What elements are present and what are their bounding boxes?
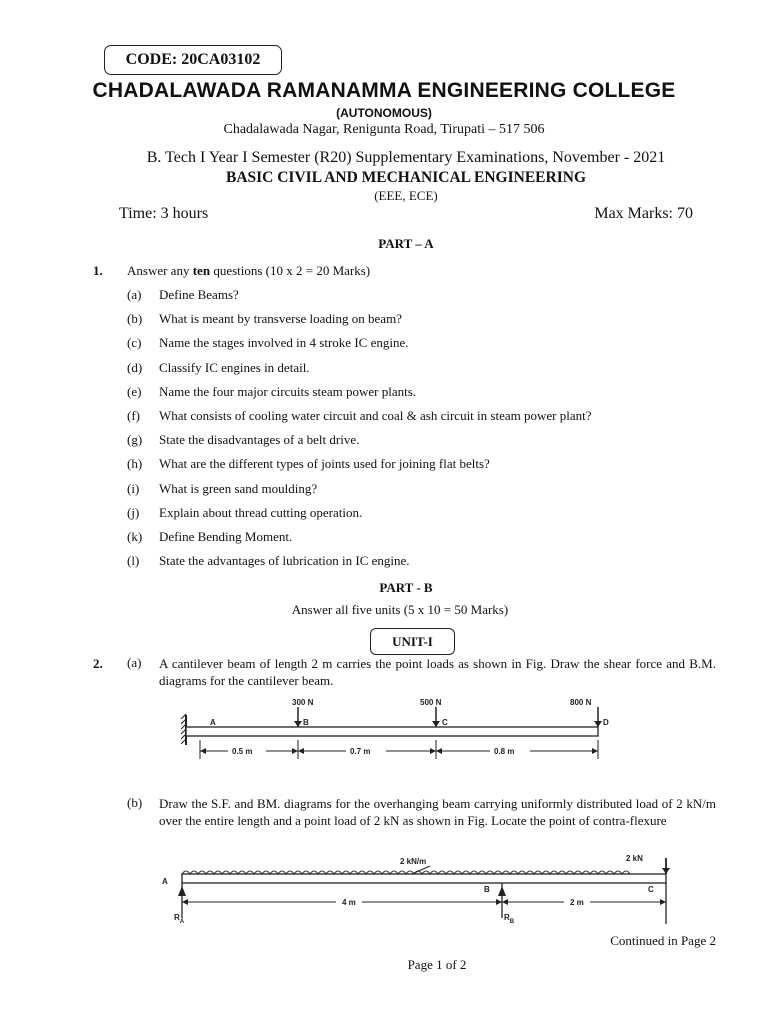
question-label: (c) <box>127 335 142 350</box>
max-marks: Max Marks: 70 <box>594 205 693 222</box>
question-label: (h) <box>127 456 143 471</box>
question-label: (d) <box>127 360 143 375</box>
unit-label: UNIT-I <box>370 628 455 655</box>
overhanging-beam-figure <box>160 852 680 928</box>
span-label-0.5m: 0.5 m <box>232 747 253 756</box>
question-text: Name the stages involved in 4 stroke IC engine. <box>159 335 409 350</box>
college-name: CHADALAWADA RAMANAMMA ENGINEERING COLLEGE <box>92 79 676 102</box>
part-a-title: PART – A <box>378 236 434 251</box>
question-label: (i) <box>127 481 140 496</box>
branches: (EEE, ECE) <box>374 188 438 203</box>
cantilever-beam-figure <box>180 693 620 765</box>
autonomous-label: (AUTONOMOUS) <box>336 106 432 120</box>
point-b-label: B <box>484 885 490 894</box>
part-b-instruction: Answer all five units (5 x 10 = 50 Marks) <box>291 602 509 617</box>
reaction-a-subscript: A <box>179 919 185 925</box>
reaction-a-label <box>174 913 185 925</box>
question-number-1: 1. <box>93 263 103 278</box>
reaction-b-symbol: R <box>504 913 510 922</box>
instruction-emphasis: ten <box>192 263 211 278</box>
question-2a-label: (a) <box>127 655 142 670</box>
question-text: Explain about thread cutting operation. <box>159 505 363 520</box>
question-text: What consists of cooling water circuit and coal & ash circuit in steam power plant? <box>159 408 592 423</box>
point-a-label: A <box>210 718 216 727</box>
question-label: (a) <box>127 287 142 302</box>
question-text: Define Bending Moment. <box>159 529 293 544</box>
question-2a-text: A cantilever beam of length 2 m carries the point loads as shown in Fig. Draw the shear force and B.M. diagrams for the cantilever beam. <box>159 656 716 688</box>
college-address: Chadalawada Nagar, Renigunta Road, Tirupati – 517 506 <box>223 122 545 137</box>
instruction-text: Answer any <box>127 263 193 278</box>
question-label: (b) <box>127 311 143 326</box>
load-label-800n: 800 N <box>570 698 592 707</box>
point-c-label: C <box>442 718 448 727</box>
span-label-0.8m: 0.8 m <box>494 747 515 756</box>
page-number: Page 1 of 2 <box>407 957 467 972</box>
exam-time: Time: 3 hours <box>119 205 209 222</box>
instruction-text: questions (10 x 2 = 20 Marks) <box>210 263 371 278</box>
point-load-label: 2 kN <box>626 854 643 863</box>
question-text: What is green sand moulding? <box>159 481 318 496</box>
point-b-label: B <box>303 718 309 727</box>
question-label: (k) <box>127 529 143 544</box>
question-label: (g) <box>127 432 143 447</box>
question-text: Classify IC engines in detail. <box>159 360 310 375</box>
point-d-label: D <box>603 718 609 727</box>
load-label-300n: 300 N <box>292 698 314 707</box>
exam-title: B. Tech I Year I Semester (R20) Supplementary Examinations, November - 2021 <box>146 149 666 166</box>
question-2b-text: Draw the S.F. and BM. diagrams for the overhanging beam carrying uniformly distributed load of 2 kN/m over the entire length and a point load of 2 kN as shown in Fig. Locate the point of contra-flexure <box>159 796 716 828</box>
span-label-4m: 4 m <box>342 898 356 907</box>
question-number-2: 2. <box>93 656 103 671</box>
question-label: (f) <box>127 408 140 423</box>
question-label: (l) <box>127 553 140 568</box>
span-label-0.7m: 0.7 m <box>350 747 371 756</box>
point-c-label: C <box>648 885 654 894</box>
continued-note: Continued in Page 2 <box>610 933 716 948</box>
load-label-500n: 500 N <box>420 698 442 707</box>
question-text: Name the four major circuits steam power plants. <box>159 384 417 399</box>
question-label: (e) <box>127 384 142 399</box>
part-a-instruction <box>127 263 370 279</box>
question-2b-label: (b) <box>127 795 143 810</box>
question-text: State the advantages of lubrication in IC engine. <box>159 553 410 568</box>
reaction-b-label <box>504 913 515 925</box>
question-text: What is meant by transverse loading on beam? <box>159 311 402 326</box>
question-label: (j) <box>127 505 140 520</box>
exam-code: CODE: 20CA03102 <box>104 45 282 75</box>
question-text: State the disadvantages of a belt drive. <box>159 432 360 447</box>
udl-label: 2 kN/m <box>400 857 427 866</box>
point-a-label: A <box>162 877 168 886</box>
reaction-b-subscript: B <box>509 919 515 925</box>
question-text: Define Beams? <box>159 287 239 302</box>
question-text: What are the different types of joints used for joining flat belts? <box>159 456 490 471</box>
span-label-2m: 2 m <box>570 898 584 907</box>
part-b-title: PART - B <box>379 580 433 595</box>
subject-title: BASIC CIVIL AND MECHANICAL ENGINEERING <box>225 169 586 186</box>
reaction-a-symbol: R <box>174 913 180 922</box>
